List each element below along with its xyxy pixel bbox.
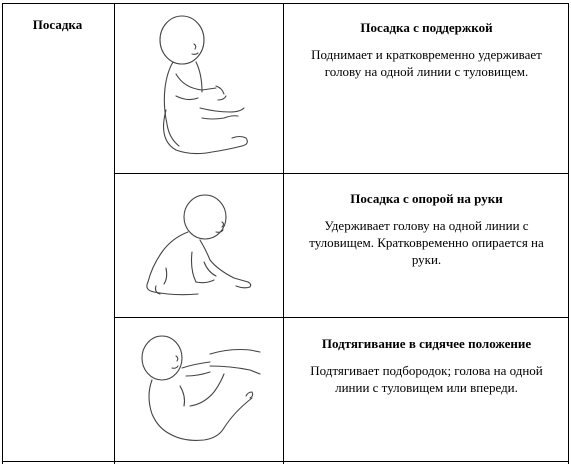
infant-sitting-on-hands-icon xyxy=(130,182,270,308)
table-border-top xyxy=(2,3,569,4)
row-2-text: Удерживает голову на одной линии с туловищем. Кратковременно опирается на руки. xyxy=(309,218,544,267)
row-divider-3 xyxy=(2,461,569,462)
infant-pull-to-sit-icon xyxy=(130,326,270,458)
row-divider-2 xyxy=(114,317,569,318)
row-1-title: Посадка с поддержкой xyxy=(360,20,493,35)
row-3-description xyxy=(284,335,569,396)
row-1-text: Поднимает и кратковременно удерживает голову на одной линии с туловищем. xyxy=(311,47,542,79)
infant-supported-sitting-icon xyxy=(130,10,270,168)
table-border-left xyxy=(2,3,3,464)
row-divider-1 xyxy=(114,173,569,174)
row-3-title: Подтягивание в сидячее положение xyxy=(321,336,532,351)
row-3-text: Подтягивает подбородок; голова на одной линии с туловищем или впереди. xyxy=(310,363,543,395)
row-1-description xyxy=(284,19,569,80)
column-divider-1 xyxy=(114,3,115,464)
row-2-title: Посадка с опорой на руки xyxy=(350,191,503,206)
category-label: Посадка xyxy=(32,17,83,32)
row-2-description xyxy=(284,190,569,268)
